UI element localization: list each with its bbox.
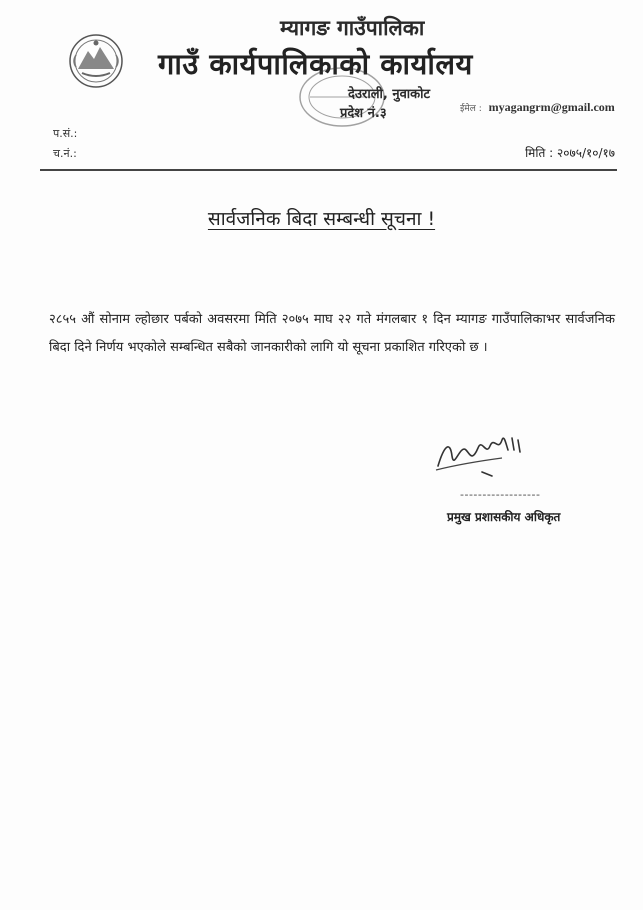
letter-date: मिति : २०७५/१०/१७ [525,146,615,160]
notice-title-text: सार्वजनिक बिदा सम्बन्धी सूचना ! [207,208,436,230]
email-address: myagangrm@gmail.com [488,100,615,114]
nepal-emblem-icon [68,33,124,89]
office-location: देउराली, नुवाकोट [348,87,431,102]
municipality-name: म्यागङ गाउँपालिका [280,16,425,40]
signatory-title: प्रमुख प्रशासकीय अधिकृत [447,510,561,524]
notice-body: २८५५ औं सोनाम ल्होछार पर्बको अवसरमा मिति २०७५ माघ २२ गते मंगलबार १ दिन म्यागङ गाउँपालिकाभर सार्वजनिक बिदा दिने निर्णय भएकोले सम्बन्धित सबैको जानकारीको लागि यो सूचना प्रकाशित गरिएको छ । [49,312,615,355]
email-label: ईमेल : [460,104,482,114]
email-contact [460,100,615,115]
province-number: प्रदेश नं.३ [340,106,387,121]
patra-sankhya-label: प.सं.: [53,127,78,140]
signature-line: ------------------ [460,488,541,501]
header-divider [40,169,617,171]
office-name: गाउँ कार्यपालिकाको कार्यालय [158,47,473,81]
notice-title [0,205,643,231]
chalani-number-label: च.नं.: [53,147,77,160]
handwritten-signature [432,426,532,484]
